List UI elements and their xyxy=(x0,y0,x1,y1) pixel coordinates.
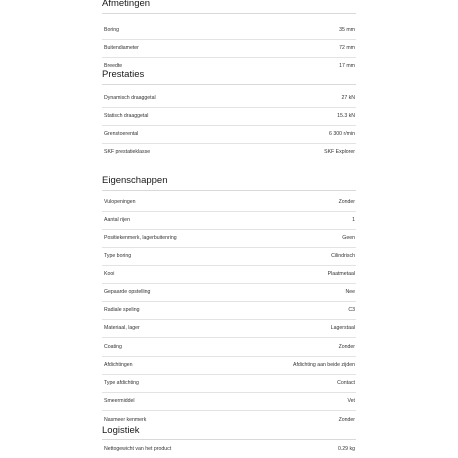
spec-label: Smeermiddel xyxy=(104,398,135,404)
spec-row-dynamisch-draaggetal xyxy=(102,89,356,108)
spec-row-type-afdichting xyxy=(102,374,356,393)
spec-value: Nee xyxy=(345,289,355,295)
spec-row-gepaarde-opstelling xyxy=(102,283,356,302)
spec-value: Contact xyxy=(337,380,355,386)
spec-row-type-boring xyxy=(102,247,356,266)
spec-row-statisch-draaggetal xyxy=(102,107,356,126)
spec-row-afdichtingen xyxy=(102,356,356,375)
spec-row-nettogewicht xyxy=(102,440,356,458)
spec-label: Aantal rijen xyxy=(104,217,130,223)
spec-label: Grenstoerental xyxy=(104,131,139,137)
spec-value: Plaatmetaal xyxy=(327,271,355,277)
spec-label: Buitendiameter xyxy=(104,45,139,51)
spec-value: Lagerstaal xyxy=(330,325,355,331)
spec-value: SKF Explorer xyxy=(324,149,355,155)
spec-value: C3 xyxy=(348,307,355,313)
spec-value: Geen xyxy=(342,235,355,241)
spec-row-radiale-speling xyxy=(102,301,356,320)
spec-label: Coating xyxy=(104,344,122,350)
spec-row-aantal-rijen xyxy=(102,211,356,230)
section-divider xyxy=(102,190,356,191)
spec-value: Zonder xyxy=(338,417,355,423)
spec-label: Radiale speling xyxy=(104,307,140,313)
spec-row-nasmeer-kenmerk xyxy=(102,411,356,429)
spec-value: Zonder xyxy=(338,199,355,205)
spec-label: Gepaarde opstelling xyxy=(104,289,151,295)
spec-label: Kooi xyxy=(104,271,115,277)
spec-row-vulopeningen xyxy=(102,193,356,212)
spec-value: 15.3 kN xyxy=(337,113,355,119)
spec-value: Cilindrisch xyxy=(331,253,355,259)
section-divider xyxy=(102,84,356,85)
spec-label: Afdichtingen xyxy=(104,362,133,368)
spec-label: Type afdichting xyxy=(104,380,139,386)
spec-value: 27 kN xyxy=(341,95,355,101)
spec-label: Materiaal, lager xyxy=(104,325,140,331)
spec-value: 1 xyxy=(352,217,355,223)
spec-value: Zonder xyxy=(338,344,355,350)
section-title-prestaties: Prestaties xyxy=(102,69,145,80)
spec-label: Positiekenmerk, lagerbuitenring xyxy=(104,235,177,241)
spec-label: Breedte xyxy=(104,63,123,69)
section-title-eigenschappen: Eigenschappen xyxy=(102,175,168,186)
section-title-logistiek: Logistiek xyxy=(102,425,140,436)
spec-row-grenstoerental xyxy=(102,125,356,144)
section-title-afmetingen: Afmetingen xyxy=(102,0,151,9)
spec-label: Vulopeningen xyxy=(104,199,136,205)
spec-value: Afdichting aan beide zijden xyxy=(292,362,355,368)
spec-value: 6 300 r/min xyxy=(329,131,355,137)
spec-label: Nasmeer kenmerk xyxy=(104,417,147,423)
spec-row-smeermiddel xyxy=(102,392,356,411)
spec-value: 72 mm xyxy=(339,45,355,51)
spec-label: SKF prestatieklasse xyxy=(104,149,151,155)
spec-label: Dynamisch draaggetal xyxy=(104,95,156,101)
spec-label: Type boring xyxy=(104,253,132,259)
spec-row-kooi xyxy=(102,265,356,284)
spec-label: Boring xyxy=(104,27,119,33)
spec-value: 0.29 kg xyxy=(337,446,355,452)
spec-row-materiaal-lager xyxy=(102,319,356,338)
spec-row-coating xyxy=(102,338,356,357)
spec-row-boring xyxy=(102,21,356,40)
spec-value: Vet xyxy=(347,398,355,404)
spec-value: 17 mm xyxy=(339,63,355,69)
spec-value: 35 mm xyxy=(339,27,355,33)
spec-row-skf-prestatieklasse xyxy=(102,143,356,161)
spec-row-positiekenmerk xyxy=(102,229,356,248)
spec-label: Statisch draaggetal xyxy=(104,113,149,119)
spec-row-buitendiameter xyxy=(102,39,356,58)
section-divider xyxy=(102,13,356,14)
spec-label: Nettogewicht van het product xyxy=(104,446,172,452)
